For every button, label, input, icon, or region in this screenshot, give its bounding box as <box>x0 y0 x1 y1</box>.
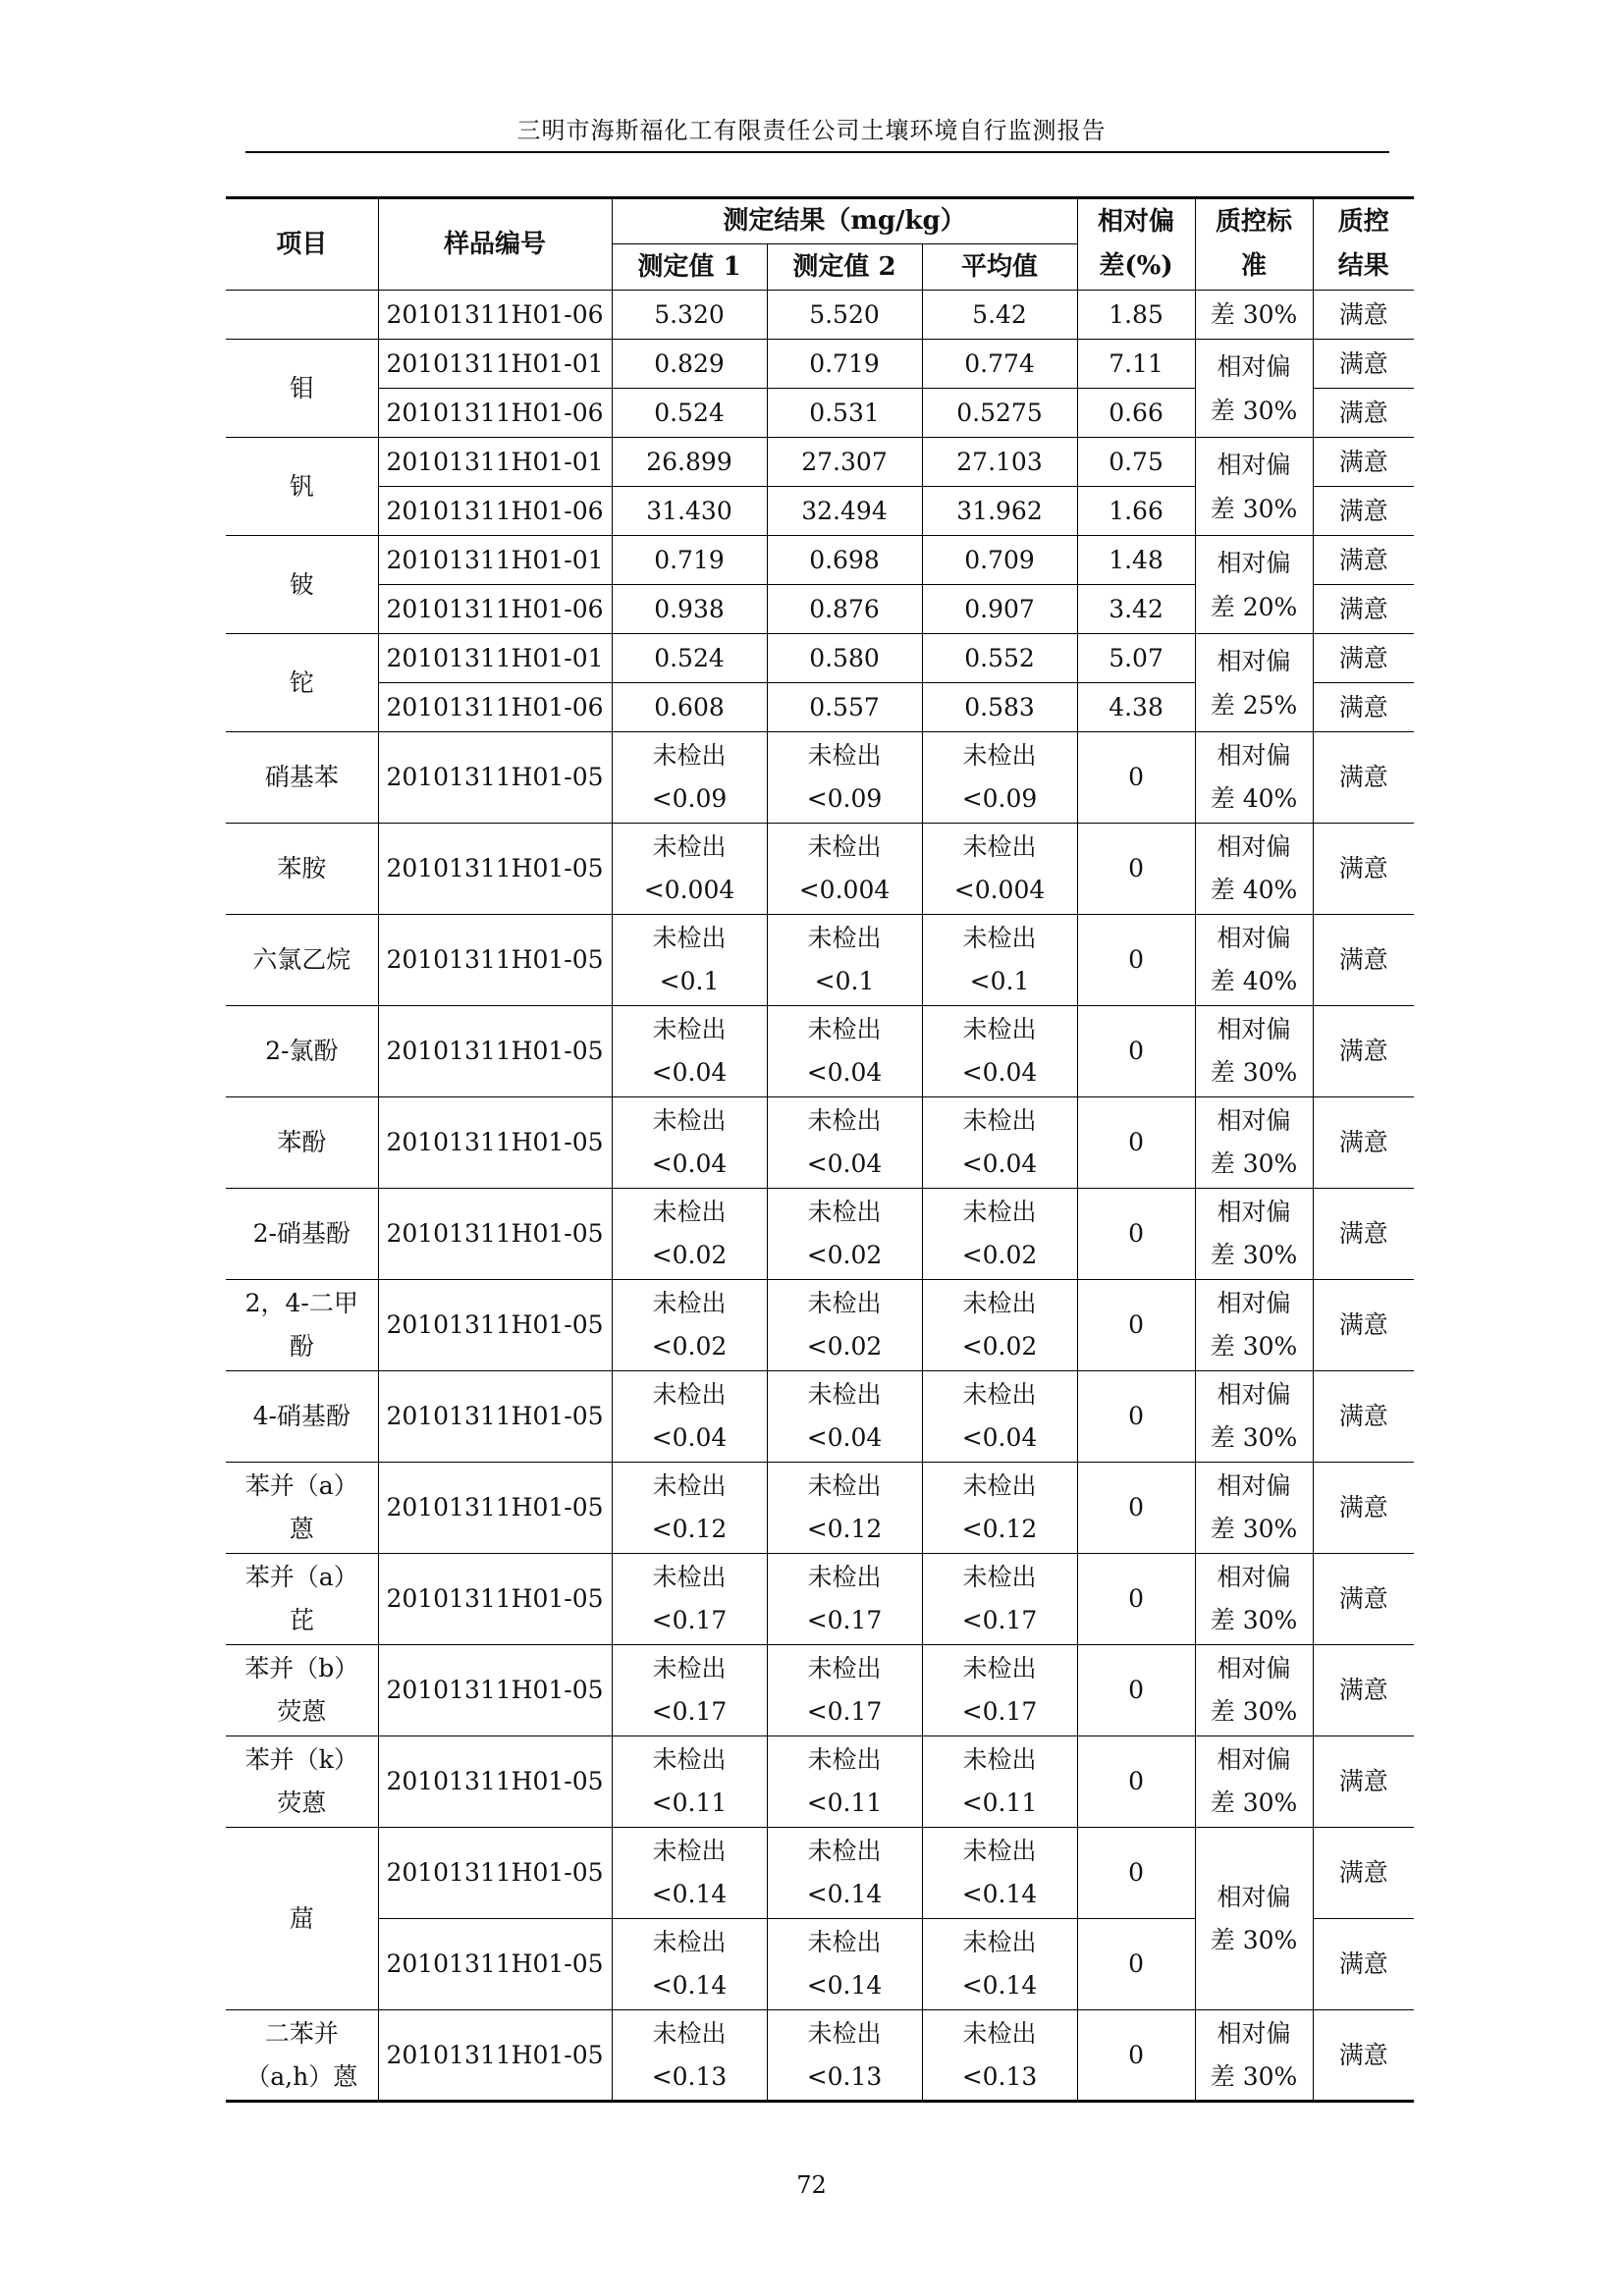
qc-standard-cell: 相对偏 差 30% <box>1195 1828 1313 2010</box>
rel-dev-cell: 0 <box>1077 1280 1195 1371</box>
qc-result-cell: 满意 <box>1313 1371 1414 1463</box>
average-cell: 未检出 <0.04 <box>922 1006 1077 1097</box>
qc-standard-cell: 相对偏 差 25% <box>1195 634 1313 732</box>
rel-dev-cell: 0 <box>1077 915 1195 1006</box>
qc-result-cell: 满意 <box>1313 1006 1414 1097</box>
sample-id-cell: 20101311H01-06 <box>378 683 612 732</box>
average-cell: 0.774 <box>922 340 1077 389</box>
value2-cell: 未检出 <0.04 <box>767 1097 922 1189</box>
qc-standard-cell: 相对偏 差 30% <box>1195 1554 1313 1645</box>
rel-dev-cell: 0 <box>1077 1189 1195 1280</box>
value1-cell: 0.608 <box>612 683 767 732</box>
average-cell: 未检出 <0.04 <box>922 1097 1077 1189</box>
sample-id-cell: 20101311H01-05 <box>378 732 612 824</box>
header-value1: 测定值 1 <box>612 244 767 291</box>
sample-id-cell: 20101311H01-01 <box>378 536 612 585</box>
table-row <box>226 536 1414 585</box>
value2-cell: 0.580 <box>767 634 922 683</box>
table-row <box>226 291 1414 340</box>
qc-standard-cell: 相对偏 差 30% <box>1195 1280 1313 1371</box>
sample-id-cell: 20101311H01-06 <box>378 585 612 634</box>
sample-id-cell: 20101311H01-06 <box>378 389 612 438</box>
qc-standard-cell: 相对偏 差 30% <box>1195 1189 1313 1280</box>
average-cell: 0.709 <box>922 536 1077 585</box>
header-rule <box>245 151 1389 153</box>
item-cell: 苯并（k） 荧蒽 <box>226 1736 378 1828</box>
value1-cell: 26.899 <box>612 438 767 487</box>
average-cell: 未检出 <0.004 <box>922 824 1077 915</box>
value1-cell: 未检出 <0.11 <box>612 1736 767 1828</box>
sample-id-cell: 20101311H01-01 <box>378 438 612 487</box>
value2-cell: 未检出 <0.12 <box>767 1463 922 1554</box>
item-cell: 2-氯酚 <box>226 1006 378 1097</box>
qc-standard-cell: 相对偏 差 30% <box>1195 1097 1313 1189</box>
value2-cell: 未检出 <0.11 <box>767 1736 922 1828</box>
value2-cell: 未检出 <0.17 <box>767 1645 922 1736</box>
item-cell: 钼 <box>226 340 378 438</box>
sample-id-cell: 20101311H01-05 <box>378 1736 612 1828</box>
table-row <box>226 1736 1414 1828</box>
header-item: 项目 <box>226 198 378 291</box>
average-cell: 0.552 <box>922 634 1077 683</box>
value2-cell: 未检出 <0.13 <box>767 2010 922 2102</box>
sample-id-cell: 20101311H01-01 <box>378 634 612 683</box>
average-cell: 未检出 <0.13 <box>922 2010 1077 2102</box>
item-cell: 六氯乙烷 <box>226 915 378 1006</box>
value2-cell: 未检出 <0.04 <box>767 1006 922 1097</box>
qc-standard-cell: 相对偏 差 30% <box>1195 2010 1313 2102</box>
qc-result-cell: 满意 <box>1313 1280 1414 1371</box>
average-cell: 未检出 <0.1 <box>922 915 1077 1006</box>
rel-dev-cell: 0 <box>1077 1645 1195 1736</box>
sample-id-cell: 20101311H01-05 <box>378 824 612 915</box>
qc-result-cell: 满意 <box>1313 2010 1414 2102</box>
value1-cell: 未检出 <0.17 <box>612 1645 767 1736</box>
qc-result-cell: 满意 <box>1313 389 1414 438</box>
item-cell: 硝基苯 <box>226 732 378 824</box>
sample-id-cell: 20101311H01-05 <box>378 1554 612 1645</box>
item-cell: 铊 <box>226 634 378 732</box>
value1-cell: 未检出 <0.17 <box>612 1554 767 1645</box>
value1-cell: 未检出 <0.09 <box>612 732 767 824</box>
average-cell: 未检出 <0.14 <box>922 1919 1077 2010</box>
qc-result-cell: 满意 <box>1313 1645 1414 1736</box>
qc-standard-cell: 相对偏 差 30% <box>1195 340 1313 438</box>
rel-dev-cell: 0 <box>1077 732 1195 824</box>
item-cell: 苯并（a） 芘 <box>226 1554 378 1645</box>
value2-cell: 0.557 <box>767 683 922 732</box>
average-cell: 未检出 <0.17 <box>922 1554 1077 1645</box>
value2-cell: 未检出 <0.02 <box>767 1280 922 1371</box>
rel-dev-cell: 0 <box>1077 1736 1195 1828</box>
sample-id-cell: 20101311H01-06 <box>378 487 612 536</box>
value2-cell: 未检出 <0.004 <box>767 824 922 915</box>
rel-dev-cell: 1.66 <box>1077 487 1195 536</box>
item-cell: 铍 <box>226 536 378 634</box>
table-row <box>226 1189 1414 1280</box>
sample-id-cell: 20101311H01-05 <box>378 1463 612 1554</box>
value1-cell: 0.719 <box>612 536 767 585</box>
qc-result-cell: 满意 <box>1313 683 1414 732</box>
item-cell <box>226 291 378 340</box>
value1-cell: 5.320 <box>612 291 767 340</box>
table-row <box>226 1463 1414 1554</box>
table-row <box>226 1371 1414 1463</box>
rel-dev-cell: 0 <box>1077 824 1195 915</box>
value2-cell: 0.719 <box>767 340 922 389</box>
qc-standard-cell: 相对偏 差 30% <box>1195 1463 1313 1554</box>
qc-result-cell: 满意 <box>1313 732 1414 824</box>
item-cell: 苯酚 <box>226 1097 378 1189</box>
average-cell: 31.962 <box>922 487 1077 536</box>
qc-result-cell: 满意 <box>1313 438 1414 487</box>
qc-result-cell: 满意 <box>1313 1554 1414 1645</box>
value1-cell: 0.938 <box>612 585 767 634</box>
qc-standard-cell: 相对偏 差 30% <box>1195 1736 1313 1828</box>
average-cell: 未检出 <0.14 <box>922 1828 1077 1919</box>
rel-dev-cell: 0 <box>1077 1828 1195 1919</box>
rel-dev-cell: 3.42 <box>1077 585 1195 634</box>
value2-cell: 未检出 <0.1 <box>767 915 922 1006</box>
sample-id-cell: 20101311H01-06 <box>378 291 612 340</box>
value1-cell: 未检出 <0.04 <box>612 1006 767 1097</box>
rel-dev-cell: 0.75 <box>1077 438 1195 487</box>
item-cell: 2-硝基酚 <box>226 1189 378 1280</box>
average-cell: 0.583 <box>922 683 1077 732</box>
header-value2: 测定值 2 <box>767 244 922 291</box>
qc-result-cell: 满意 <box>1313 291 1414 340</box>
rel-dev-cell: 1.85 <box>1077 291 1195 340</box>
value1-cell: 未检出 <0.02 <box>612 1189 767 1280</box>
average-cell: 未检出 <0.12 <box>922 1463 1077 1554</box>
sample-id-cell: 20101311H01-05 <box>378 1189 612 1280</box>
rel-dev-cell: 1.48 <box>1077 536 1195 585</box>
qc-standard-cell: 相对偏 差 40% <box>1195 732 1313 824</box>
header-average: 平均值 <box>922 244 1077 291</box>
value2-cell: 未检出 <0.02 <box>767 1189 922 1280</box>
sample-id-cell: 20101311H01-05 <box>378 915 612 1006</box>
table-row <box>226 2010 1414 2102</box>
table-row <box>226 438 1414 487</box>
average-cell: 未检出 <0.04 <box>922 1371 1077 1463</box>
qc-result-cell: 满意 <box>1313 340 1414 389</box>
average-cell: 未检出 <0.11 <box>922 1736 1077 1828</box>
rel-dev-cell: 0 <box>1077 1463 1195 1554</box>
qc-result-cell: 满意 <box>1313 1097 1414 1189</box>
header-rel-dev: 相对偏 差(%) <box>1077 198 1195 291</box>
header-result-group: 测定结果（mg/kg） <box>612 198 1077 244</box>
value2-cell: 5.520 <box>767 291 922 340</box>
rel-dev-cell: 0 <box>1077 1371 1195 1463</box>
qc-result-cell: 满意 <box>1313 1736 1414 1828</box>
item-cell: 钒 <box>226 438 378 536</box>
value2-cell: 0.876 <box>767 585 922 634</box>
value1-cell: 未检出 <0.14 <box>612 1919 767 2010</box>
sample-id-cell: 20101311H01-05 <box>378 2010 612 2102</box>
qc-result-cell: 满意 <box>1313 915 1414 1006</box>
qc-standard-cell: 相对偏 差 20% <box>1195 536 1313 634</box>
value1-cell: 0.524 <box>612 389 767 438</box>
sample-id-cell: 20101311H01-05 <box>378 1280 612 1371</box>
qc-result-cell: 满意 <box>1313 1189 1414 1280</box>
value1-cell: 31.430 <box>612 487 767 536</box>
value1-cell: 未检出 <0.14 <box>612 1828 767 1919</box>
table-row <box>226 634 1414 683</box>
qc-table-body <box>226 291 1414 2102</box>
average-cell: 0.5275 <box>922 389 1077 438</box>
qc-result-cell: 满意 <box>1313 487 1414 536</box>
item-cell: 苯并（b） 荧蒽 <box>226 1645 378 1736</box>
qc-result-cell: 满意 <box>1313 1828 1414 1919</box>
value2-cell: 0.698 <box>767 536 922 585</box>
sample-id-cell: 20101311H01-05 <box>378 1645 612 1736</box>
sample-id-cell: 20101311H01-05 <box>378 1371 612 1463</box>
qc-result-cell: 满意 <box>1313 824 1414 915</box>
value2-cell: 未检出 <0.14 <box>767 1919 922 2010</box>
value1-cell: 0.524 <box>612 634 767 683</box>
qc-standard-cell: 相对偏 差 40% <box>1195 915 1313 1006</box>
qc-table <box>226 196 1414 2103</box>
item-cell: 二苯并 （a,h）蒽 <box>226 2010 378 2102</box>
value2-cell: 0.531 <box>767 389 922 438</box>
value2-cell: 32.494 <box>767 487 922 536</box>
average-cell: 0.907 <box>922 585 1077 634</box>
item-cell: 2，4-二甲 酚 <box>226 1280 378 1371</box>
page-number: 72 <box>796 2171 827 2199</box>
rel-dev-cell: 0 <box>1077 1097 1195 1189</box>
table-row <box>226 1554 1414 1645</box>
rel-dev-cell: 0 <box>1077 1554 1195 1645</box>
item-cell: 苯并（a） 蒽 <box>226 1463 378 1554</box>
item-cell: 苯胺 <box>226 824 378 915</box>
qc-standard-cell: 相对偏 差 30% <box>1195 1006 1313 1097</box>
qc-standard-cell: 相对偏 差 40% <box>1195 824 1313 915</box>
item-cell: 䓛 <box>226 1828 378 2010</box>
report-header-title: 三明市海斯福化工有限责任公司土壤环境自行监测报告 <box>516 117 1107 144</box>
sample-id-cell: 20101311H01-01 <box>378 340 612 389</box>
value2-cell: 未检出 <0.14 <box>767 1828 922 1919</box>
table-row <box>226 1097 1414 1189</box>
average-cell: 未检出 <0.17 <box>922 1645 1077 1736</box>
value1-cell: 未检出 <0.13 <box>612 2010 767 2102</box>
average-cell: 未检出 <0.02 <box>922 1280 1077 1371</box>
item-cell: 4-硝基酚 <box>226 1371 378 1463</box>
table-row <box>226 824 1414 915</box>
qc-standard-cell: 相对偏 差 30% <box>1195 438 1313 536</box>
qc-standard-cell: 相对偏 差 30% <box>1195 1645 1313 1736</box>
qc-standard-cell: 相对偏 差 30% <box>1195 1371 1313 1463</box>
value1-cell: 0.829 <box>612 340 767 389</box>
qc-result-cell: 满意 <box>1313 1919 1414 2010</box>
value2-cell: 27.307 <box>767 438 922 487</box>
average-cell: 5.42 <box>922 291 1077 340</box>
average-cell: 27.103 <box>922 438 1077 487</box>
table-row <box>226 1006 1414 1097</box>
sample-id-cell: 20101311H01-05 <box>378 1828 612 1919</box>
value2-cell: 未检出 <0.17 <box>767 1554 922 1645</box>
header-qc-result: 质控 结果 <box>1313 198 1414 291</box>
rel-dev-cell: 0 <box>1077 1919 1195 2010</box>
sample-id-cell: 20101311H01-05 <box>378 1097 612 1189</box>
sample-id-cell: 20101311H01-05 <box>378 1006 612 1097</box>
value2-cell: 未检出 <0.04 <box>767 1371 922 1463</box>
qc-result-cell: 满意 <box>1313 585 1414 634</box>
average-cell: 未检出 <0.09 <box>922 732 1077 824</box>
value1-cell: 未检出 <0.04 <box>612 1371 767 1463</box>
rel-dev-cell: 4.38 <box>1077 683 1195 732</box>
value1-cell: 未检出 <0.04 <box>612 1097 767 1189</box>
table-row <box>226 915 1414 1006</box>
table-row <box>226 732 1414 824</box>
table-row <box>226 340 1414 389</box>
qc-result-cell: 满意 <box>1313 536 1414 585</box>
value1-cell: 未检出 <0.12 <box>612 1463 767 1554</box>
table-row <box>226 1828 1414 1919</box>
rel-dev-cell: 5.07 <box>1077 634 1195 683</box>
header-sample-id: 样品编号 <box>378 198 612 291</box>
value1-cell: 未检出 <0.02 <box>612 1280 767 1371</box>
value2-cell: 未检出 <0.09 <box>767 732 922 824</box>
rel-dev-cell: 0.66 <box>1077 389 1195 438</box>
sample-id-cell: 20101311H01-05 <box>378 1919 612 2010</box>
table-row <box>226 1645 1414 1736</box>
average-cell: 未检出 <0.02 <box>922 1189 1077 1280</box>
value1-cell: 未检出 <0.1 <box>612 915 767 1006</box>
rel-dev-cell: 7.11 <box>1077 340 1195 389</box>
qc-standard-cell: 差 30% <box>1195 291 1313 340</box>
qc-result-cell: 满意 <box>1313 634 1414 683</box>
value1-cell: 未检出 <0.004 <box>612 824 767 915</box>
table-row <box>226 1280 1414 1371</box>
header-qc-standard: 质控标 准 <box>1195 198 1313 291</box>
rel-dev-cell: 0 <box>1077 2010 1195 2102</box>
qc-result-cell: 满意 <box>1313 1463 1414 1554</box>
rel-dev-cell: 0 <box>1077 1006 1195 1097</box>
